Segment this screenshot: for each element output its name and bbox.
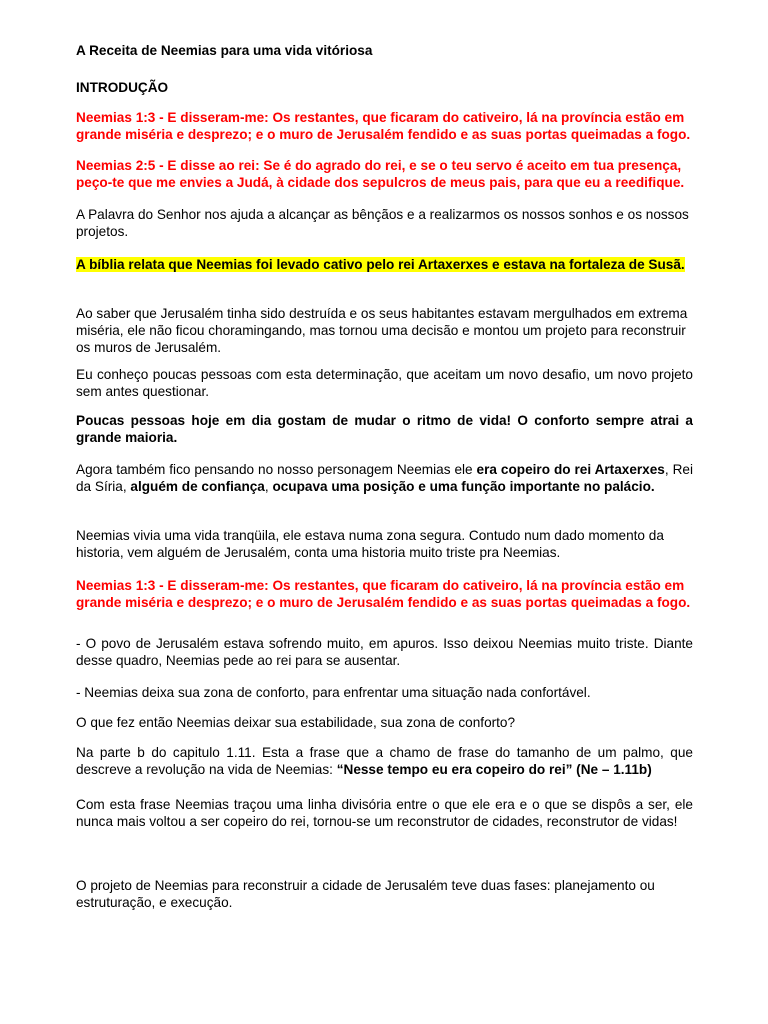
- paragraph-5-text-3: ,: [264, 478, 273, 494]
- paragraph-1: A Palavra do Senhor nos ajuda a alcançar as bênçãos e a realizarmos os nossos sonhos e os nossos projetos.: [76, 207, 689, 239]
- paragraph-2: Ao saber que Jerusalém tinha sido destruída e os seus habitantes estavam mergulhados em extrema miséria, ele não ficou choramingando, mas tornou uma decisão e montou um projeto para reconstruir os muros de Jerusalém.: [76, 306, 688, 355]
- paragraph-10: [76, 745, 693, 779]
- paragraph-7: - O povo de Jerusalém estava sofrendo muito, em apuros. Isso deixou Neemias muito triste. Diante desse quadro, Neemias pede ao rei para se ausentar.: [76, 636, 693, 668]
- paragraph-5-bold-1: era copeiro do rei Artaxerxes: [476, 462, 665, 477]
- section-heading: INTRODUÇÃO: [76, 80, 169, 95]
- paragraph-4: Poucas pessoas hoje em dia gostam de mudar o ritmo de vida! O conforto sempre atrai a grande maioria.: [76, 413, 693, 445]
- paragraph-10-text: Na parte b do capitulo 1.11. Esta a frase que a chamo de frase do tamanho de um palmo, que descreve a revolução na vida de Neemias:: [76, 745, 693, 777]
- bible-verse-2: Neemias 2:5 - E disse ao rei: Se é do agrado do rei, e se o teu servo é aceito em tua presença, peço-te que me envies a Judá, à cidade dos sepulcros de meus pais, para que eu a reedifique.: [76, 158, 685, 190]
- paragraph-5: [76, 462, 693, 496]
- bible-verse-3: Neemias 1:3 - E disseram-me: Os restantes, que ficaram do cativeiro, lá na província estão em grande miséria e desprezo; e o muro de Jerusalém fendido e as suas portas queimadas a fogo.: [76, 578, 691, 610]
- paragraph-5-text-1: Agora também fico pensando no nosso personagem Neemias ele: [76, 462, 477, 477]
- paragraph-9: O que fez então Neemias deixar sua estabilidade, sua zona de conforto?: [76, 715, 516, 730]
- paragraph-11: Com esta frase Neemias traçou uma linha divisória entre o que ele era e o que se dispôs a ser, ele nunca mais voltou a ser copeiro do rei, tornou-se um reconstrutor de cidades, reconstrutor de vidas!: [76, 797, 693, 829]
- document-title: A Receita de Neemias para uma vida vitóriosa: [76, 43, 373, 58]
- paragraph-5-bold-2: alguém de confiança: [130, 478, 265, 494]
- paragraph-5-bold-3: ocupava uma posição e uma função importante no palácio.: [272, 478, 655, 494]
- paragraph-12: O projeto de Neemias para reconstruir a cidade de Jerusalém teve duas fases: planejamento ou estruturação, e execução.: [76, 878, 655, 910]
- paragraph-10-quote: “Nesse tempo eu era copeiro do rei” (Ne – 1.11b): [336, 761, 652, 777]
- document-page: [76, 0, 693, 1024]
- highlighted-paragraph: [76, 257, 693, 274]
- bible-verse-1: Neemias 1:3 - E disseram-me: Os restantes, que ficaram do cativeiro, lá na província estão em grande miséria e desprezo; e o muro de Jerusalém fendido e as suas portas queimadas a fogo.: [76, 110, 691, 142]
- paragraph-6: Neemias vivia uma vida tranqüila, ele estava numa zona segura. Contudo num dado momento da historia, vem alguém de Jerusalém, conta uma historia muito triste pra Neemias.: [76, 528, 664, 560]
- paragraph-8: - Neemias deixa sua zona de conforto, para enfrentar uma situação nada confortável.: [76, 685, 591, 700]
- paragraph-3: Eu conheço poucas pessoas com esta determinação, que aceitam um novo desafio, um novo projeto sem antes questionar.: [76, 367, 693, 399]
- paragraph-5-text-2: , Rei da Síria,: [76, 462, 693, 494]
- highlighted-text: A bíblia relata que Neemias foi levado cativo pelo rei Artaxerxes e estava na fortaleza de Susã.: [76, 257, 685, 272]
